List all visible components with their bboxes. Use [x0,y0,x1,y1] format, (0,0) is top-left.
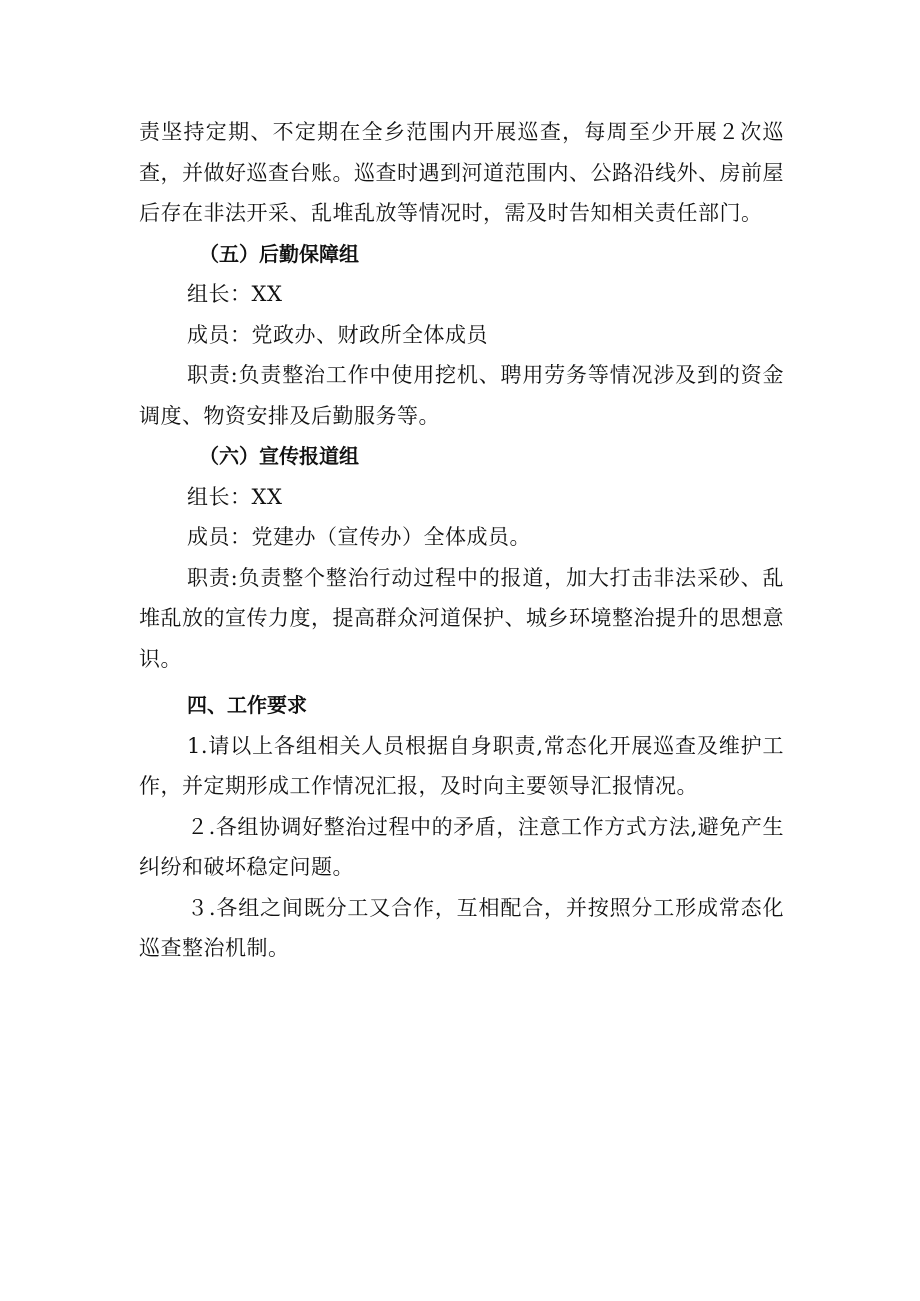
group-leader: 组长：XX [187,282,283,306]
section-heading: （六）宣传报道组 [199,444,359,468]
requirement-item: ２.各组协调好整治过程中的矛盾，注意工作方式方法,避免产生纠纷和破坏稳定问题。 [139,814,784,879]
requirement-item: 1.请以上各组相关人员根据自身职责,常态化开展巡查及维护工作，并定期形成工作情况汇报，及时向主要领导汇报情况。 [139,733,784,798]
requirements-heading: 四、工作要求 [187,693,307,717]
section-publicity [139,436,784,679]
group-members: 成员：党建办（宣传办）全体成员。 [187,525,531,549]
requirement-item: ３.各组之间既分工又合作，互相配合，并按照分工形成常态化巡查整治机制。 [139,895,784,960]
group-members: 成员：党政办、财政所全体成员 [187,322,488,347]
section-logistics [139,234,784,437]
document-page [139,112,784,969]
section-requirements [139,679,784,969]
continuation-paragraph: 责坚持定期、不定期在全乡范围内开展巡查，每周至少开展２次巡查，并做好巡查台账。巡查时遇到河道范围内、公路沿线外、房前屋后存在非法开采、乱堆乱放等情况时，需及时告知相关责任部门。 [139,120,784,225]
section-heading: （五）后勤保障组 [199,241,359,266]
group-duty: 职责:负责整个整治行动过程中的报道，加大打击非法采砂、乱堆乱放的宣传力度，提高群众河道保护、城乡环境整治提升的思想意识。 [139,565,784,671]
group-duty: 职责:负责整治工作中使用挖机、聘用劳务等情况涉及到的资金调度、物资安排及后勤服务等。 [139,363,784,428]
group-leader: 组长：XX [187,484,283,509]
